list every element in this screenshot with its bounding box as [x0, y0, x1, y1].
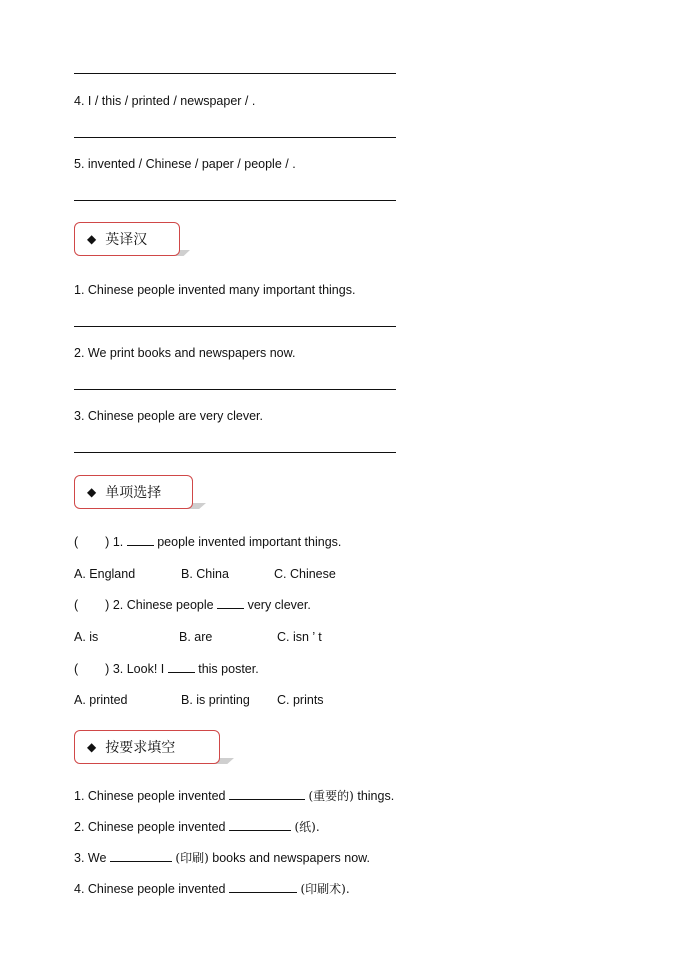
diamond-icon: ◆ — [87, 232, 97, 246]
translate-question-2: 2. We print books and newspapers now. — [74, 346, 296, 360]
fill-question-4: 4. Chinese people invented (印刷术). — [74, 882, 350, 896]
section-title: 英译汉 — [105, 232, 148, 248]
fill-blank[interactable] — [229, 788, 305, 800]
answer-line[interactable] — [74, 452, 396, 453]
choice-question-2: ( ) 2. Chinese people very clever. — [74, 598, 311, 612]
section-title: 按要求填空 — [105, 740, 176, 756]
choice-question-1: ( ) 1. people invented important things. — [74, 535, 342, 549]
diamond-icon: ◆ — [87, 740, 97, 754]
answer-line[interactable] — [74, 137, 396, 138]
answer-line[interactable] — [74, 200, 396, 201]
fill-question-3: 3. We (印刷) books and newspapers now. — [74, 851, 370, 865]
option-a[interactable]: A. England — [74, 567, 136, 581]
fill-question-1: 1. Chinese people invented (重要的) things. — [74, 789, 395, 803]
fill-blank[interactable] — [229, 819, 291, 831]
fill-blank[interactable] — [110, 850, 172, 862]
answer-line[interactable] — [74, 326, 396, 327]
diamond-icon: ◆ — [87, 485, 97, 499]
section-title: 单项选择 — [105, 485, 162, 501]
translate-question-1: 1. Chinese people invented many important things. — [74, 283, 356, 297]
answer-line[interactable] — [74, 73, 396, 74]
fill-blank[interactable] — [217, 597, 244, 609]
fill-blank[interactable] — [168, 661, 195, 673]
option-c[interactable]: C. Chinese — [274, 567, 336, 581]
option-b[interactable]: B. is printing — [181, 693, 250, 707]
option-b[interactable]: B. are — [179, 630, 213, 644]
reorder-question-5: 5. invented / Chinese / paper / people / . — [74, 157, 296, 171]
reorder-question-4: 4. I / this / printed / newspaper / . — [74, 94, 256, 108]
option-a[interactable]: A. printed — [74, 693, 128, 707]
answer-line[interactable] — [74, 389, 396, 390]
choice-question-3: ( ) 3. Look! I this poster. — [74, 662, 259, 676]
section-header-choice — [74, 475, 193, 509]
fill-question-2: 2. Chinese people invented (纸). — [74, 820, 320, 834]
section-header-translate — [74, 222, 180, 256]
option-a[interactable]: A. is — [74, 630, 99, 644]
option-c[interactable]: C. prints — [277, 693, 324, 707]
translate-question-3: 3. Chinese people are very clever. — [74, 409, 263, 423]
fill-blank[interactable] — [127, 534, 154, 546]
section-header-fill — [74, 730, 220, 764]
option-b[interactable]: B. China — [181, 567, 229, 581]
fill-blank[interactable] — [229, 881, 297, 893]
option-c[interactable]: C. isn ’ t — [277, 630, 322, 644]
